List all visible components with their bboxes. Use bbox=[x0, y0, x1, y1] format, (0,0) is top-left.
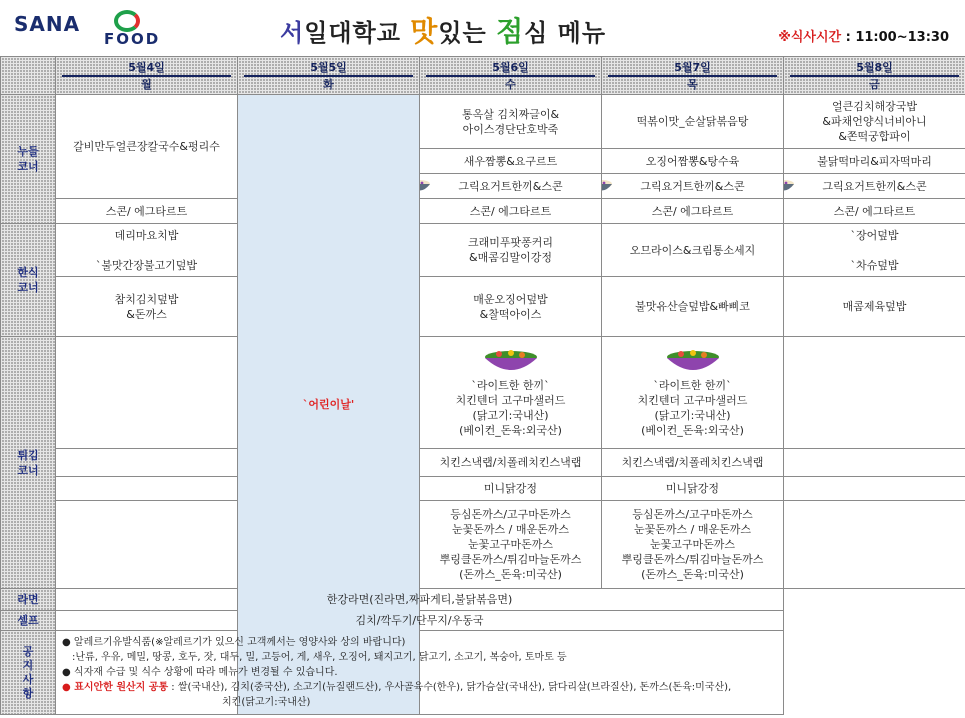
nudeul-mon-main: 갈비만두얼큰장칼국수&펑리수 bbox=[56, 95, 238, 199]
corner-notice: 공 지 사 항 bbox=[1, 631, 56, 715]
self-menu: 김치/깍두기/단무지/우동국 bbox=[56, 611, 784, 631]
twigim-wed-1-cell bbox=[420, 337, 602, 449]
menu-table bbox=[0, 56, 965, 715]
corner-blank bbox=[1, 57, 56, 95]
day-mon-date: 5월4일 bbox=[62, 60, 231, 77]
notice-origin-text: : 쌀(국내산), 김치(중국산), 소고기(뉴질랜드산), 우사골육수(한우), 닭가슴살(국내산), 닭다리살(브라질산), 돈까스(돈육:미국산), bbox=[168, 682, 732, 693]
twigim-row-2 bbox=[1, 449, 965, 477]
nudeul-wed-1: 통옥살 김치짜글이& 아이스경단단호박죽 bbox=[420, 95, 602, 149]
title-part1: 서 bbox=[280, 19, 305, 47]
corner-nudeul: 누들 코너 bbox=[1, 95, 56, 224]
twigim-thu-4: 등심돈까스/고구마돈까스 눈꽃돈까스 / 매운돈까스 눈꽃고구마돈까스 뿌링클돈까스/튀김마늘돈까스 (돈까스_돈육:미국산) bbox=[602, 501, 784, 589]
yogurt-bowl-icon bbox=[602, 177, 615, 195]
nudeul-fri-1: 얼큰김치해장국밥 &파채언양식너비아니 &쫀떡궁합파이 bbox=[784, 95, 965, 149]
twigim-fri-2 bbox=[784, 449, 965, 477]
twigim-wed-4: 등심돈까스/고구마돈까스 눈꽃돈까스 / 매운돈까스 눈꽃고구마돈까스 뿌링클돈까스/튀김마늘돈까스 (돈까스_돈육:미국산) bbox=[420, 501, 602, 589]
corner-self: 셀프 bbox=[1, 611, 56, 631]
page-title bbox=[280, 10, 606, 50]
nudeul-thu-1: 떡볶이맛_순살닭볶음탕 bbox=[602, 95, 784, 149]
nudeul-fri-3: 그릭요거트한끼&스콘 bbox=[822, 179, 927, 193]
day-tue-date: 5월5일 bbox=[244, 60, 413, 77]
logo-food-text: FOOD bbox=[104, 30, 161, 48]
twigim-fri-1 bbox=[784, 337, 965, 449]
twigim-fri-3 bbox=[784, 477, 965, 501]
title-part6: 심 메뉴 bbox=[524, 19, 607, 47]
day-tue bbox=[238, 57, 420, 95]
meal-time-label: ※식사시간 bbox=[778, 30, 842, 45]
twigim-thu-1-cell bbox=[602, 337, 784, 449]
meal-time bbox=[778, 26, 949, 45]
twigim-thu-3: 미니닭강정 bbox=[602, 477, 784, 501]
nudeul-wed-2: 새우짬뽕&요구르트 bbox=[420, 149, 602, 174]
salad-bowl-icon bbox=[481, 348, 541, 374]
twigim-row-4 bbox=[1, 501, 965, 589]
hansik-row-1 bbox=[1, 224, 965, 277]
hansik-mon-2: 참치김치덮밥 &돈까스 bbox=[56, 277, 238, 337]
holiday-cell: `어린이날' bbox=[238, 95, 420, 715]
notice-line-4 bbox=[62, 680, 781, 695]
nudeul-thu-3: 그릭요거트한끼&스콘 bbox=[640, 179, 745, 193]
corner-twigim: 튀김 코너 bbox=[1, 337, 56, 589]
twigim-thu-1: `라이트한 한끼` 치킨텐더 고구마샐러드 (닭고기:국내산) (베이컨_돈육:외국산) bbox=[637, 378, 748, 437]
twigim-row-1 bbox=[1, 337, 965, 449]
nudeul-wed-4: 스콘/ 에그타르트 bbox=[420, 199, 602, 224]
notice-origin-label: ● 표시안한 원산지 공통 bbox=[62, 682, 169, 693]
title-part3: 맛 bbox=[410, 15, 439, 48]
twigim-mon-1 bbox=[56, 337, 238, 449]
day-wed-date: 5월6일 bbox=[426, 60, 595, 77]
nudeul-thu-2: 오징어짬뽕&탕수육 bbox=[602, 149, 784, 174]
day-thu-date: 5월7일 bbox=[608, 60, 777, 77]
logo-swirl-icon bbox=[114, 10, 140, 32]
nudeul-thu-3-cell bbox=[602, 174, 784, 199]
hansik-thu-1: 오므라이스&크림통소세지 bbox=[602, 224, 784, 277]
day-tue-weekday: 화 bbox=[323, 77, 334, 91]
day-thu bbox=[602, 57, 784, 95]
notice-line-1: ● 알레르기유발식품(※알레르기가 있으신 고객께서는 영양사와 상의 바랍니다) bbox=[62, 637, 406, 648]
hansik-mon-1: 데리마요치밥 `불맛간장불고기덮밥 bbox=[56, 224, 238, 277]
hansik-wed-1: 크래미푸팟퐁커리 &매콤김말이강정 bbox=[420, 224, 602, 277]
twigim-fri-4 bbox=[784, 501, 965, 589]
corner-ramyeon: 라면 bbox=[1, 589, 56, 611]
twigim-mon-4 bbox=[56, 501, 238, 589]
day-mon bbox=[56, 57, 238, 95]
day-fri bbox=[784, 57, 965, 95]
title-part4: 있는 bbox=[438, 19, 497, 47]
yogurt-bowl-icon bbox=[420, 177, 433, 195]
corner-hansik: 한식 코너 bbox=[1, 224, 56, 337]
self-row bbox=[1, 611, 965, 631]
nudeul-wed-3-cell bbox=[420, 174, 602, 199]
twigim-mon-3 bbox=[56, 477, 238, 501]
hansik-thu-2: 불맛유산슬덮밥&빠삐코 bbox=[602, 277, 784, 337]
hansik-fri-1: `장어덮밥 `차슈덮밥 bbox=[784, 224, 965, 277]
notice-text bbox=[56, 631, 784, 715]
salad-bowl-icon bbox=[663, 348, 723, 374]
hansik-row-2 bbox=[1, 277, 965, 337]
notice-line-5: 치킨(닭고기:국내산) bbox=[222, 697, 311, 708]
meal-time-value: : 11:00~13:30 bbox=[841, 30, 949, 45]
nudeul-fri-4: 스콘/ 에그타르트 bbox=[784, 199, 965, 224]
ramyeon-menu: 한강라면(진라면,짜파게티,불닭볶음면) bbox=[56, 589, 784, 611]
twigim-thu-2: 치킨스낵랩/치폴레치킨스낵랩 bbox=[602, 449, 784, 477]
day-mon-weekday: 월 bbox=[141, 77, 152, 91]
sana-food-logo bbox=[14, 10, 174, 50]
twigim-wed-1: `라이트한 한끼` 치킨텐더 고구마샐러드 (닭고기:국내산) (베이컨_돈육:외국산) bbox=[455, 378, 566, 437]
nudeul-fri-3-cell bbox=[784, 174, 965, 199]
notice-line-2: :난류, 우유, 메밀, 땅콩, 호두, 잣, 대두, 밀, 고등어, 게, 새우, 오징어, 돼지고기, 닭고기, 소고기, 복숭아, 토마토 등 bbox=[72, 652, 567, 663]
day-fri-weekday: 금 bbox=[869, 77, 880, 91]
twigim-wed-3: 미니닭강정 bbox=[420, 477, 602, 501]
notice-row bbox=[1, 631, 965, 715]
twigim-mon-2 bbox=[56, 449, 238, 477]
nudeul-row-1 bbox=[1, 95, 965, 149]
twigim-wed-2: 치킨스낵랩/치폴레치킨스낵랩 bbox=[420, 449, 602, 477]
nudeul-mon-side: 스콘/ 에그타르트 bbox=[56, 199, 238, 224]
hansik-wed-2: 매운오징어덮밥 &찰떡아이스 bbox=[420, 277, 602, 337]
title-part2: 일대학교 bbox=[304, 19, 411, 47]
nudeul-row-4 bbox=[1, 199, 965, 224]
notice-line-3: ● 식자재 수급 및 식수 상황에 따라 메뉴가 변경될 수 있습니다. bbox=[62, 667, 338, 678]
ramyeon-row bbox=[1, 589, 965, 611]
logo-sana-text: SANA bbox=[14, 12, 81, 36]
hansik-fri-2: 매콤제육덮밥 bbox=[784, 277, 965, 337]
day-header-row bbox=[1, 57, 965, 95]
title-part5: 점 bbox=[496, 15, 525, 48]
nudeul-thu-4: 스콘/ 에그타르트 bbox=[602, 199, 784, 224]
yogurt-bowl-icon bbox=[784, 177, 797, 195]
page-header bbox=[0, 0, 965, 56]
day-wed-weekday: 수 bbox=[505, 77, 516, 91]
day-fri-date: 5월8일 bbox=[790, 60, 959, 77]
day-wed bbox=[420, 57, 602, 95]
day-thu-weekday: 목 bbox=[687, 77, 698, 91]
nudeul-wed-3: 그릭요거트한끼&스콘 bbox=[458, 179, 563, 193]
nudeul-fri-2: 불닭떡마리&피자떡마리 bbox=[784, 149, 965, 174]
twigim-row-3 bbox=[1, 477, 965, 501]
